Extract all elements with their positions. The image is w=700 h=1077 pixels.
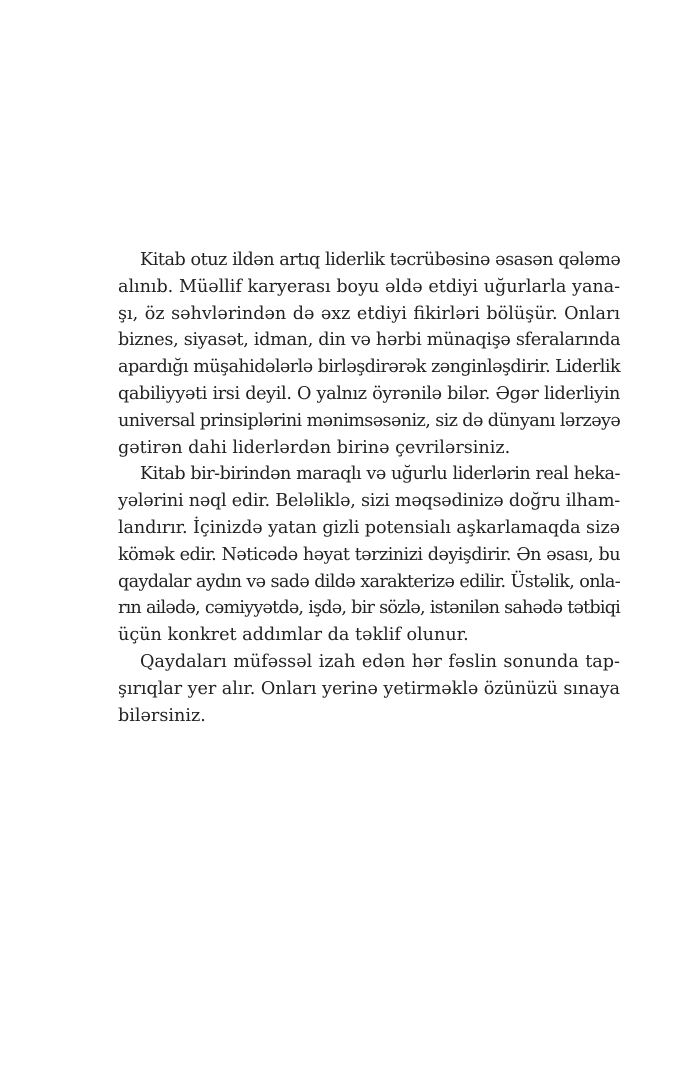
text-line: üçün konkret addımlar da təklif olunur. bbox=[118, 625, 469, 646]
text-line: şı, öz səhvlərindən də əxz etdiyi fikirləri bölüşür. Onları bbox=[118, 303, 620, 324]
text-line: landırır. İçinizdə yatan gizli potensialı aşkarlamaqda sizə bbox=[118, 517, 620, 538]
text-line: Kitab bir-birindən maraqlı və uğurlu liderlərin real heka- bbox=[140, 464, 620, 485]
text-line: apardığı müşahidələrlə birləşdirərək zənginləşdirir. Liderlik bbox=[118, 357, 621, 378]
text-line: qaydalar aydın və sadə dildə xarakterizə edilir. Üstəlik, onla- bbox=[118, 571, 620, 592]
text-line: bilərsiniz. bbox=[118, 705, 206, 726]
body-text bbox=[118, 247, 620, 729]
text-line: kömək edir. Nəticədə həyat tərzinizi dəyişdirir. Ən əsası, bu bbox=[118, 544, 620, 565]
paragraph-3 bbox=[118, 649, 620, 729]
paragraph-2 bbox=[118, 461, 620, 649]
paragraph-1 bbox=[118, 247, 620, 461]
text-line: Qaydaları müfəssəl izah edən hər fəslin sonunda tap- bbox=[140, 651, 620, 672]
text-line: yələrini nəql edir. Beləliklə, sizi məqsədinizə doğru ilham- bbox=[118, 491, 620, 512]
text-line: rın ailədə, cəmiyyətdə, işdə, bir sözlə, istənilən sahədə tətbiqi bbox=[118, 598, 620, 619]
text-line: şırıqlar yer alır. Onları yerinə yetirməklə özünüzü sınaya bbox=[118, 678, 620, 699]
text-line: Kitab otuz ildən artıq liderlik təcrübəsinə əsasən qələmə bbox=[140, 250, 621, 270]
text-line: qabiliyyəti irsi deyil. O yalnız öyrənilə bilər. Əgər liderliyin bbox=[118, 383, 620, 404]
text-line: universal prinsiplərini mənimsəsəniz, siz də dünyanı lərzəyə bbox=[118, 410, 621, 431]
text-line: biznes, siyasət, idman, din və hərbi münaqişə sferalarında bbox=[118, 330, 621, 351]
text-line: alınıb. Müəllif karyerası boyu əldə etdiyi uğurlarla yana- bbox=[118, 276, 620, 297]
text-line: gətirən dahi liderlərdən birinə çevrilərsiniz. bbox=[118, 437, 511, 458]
